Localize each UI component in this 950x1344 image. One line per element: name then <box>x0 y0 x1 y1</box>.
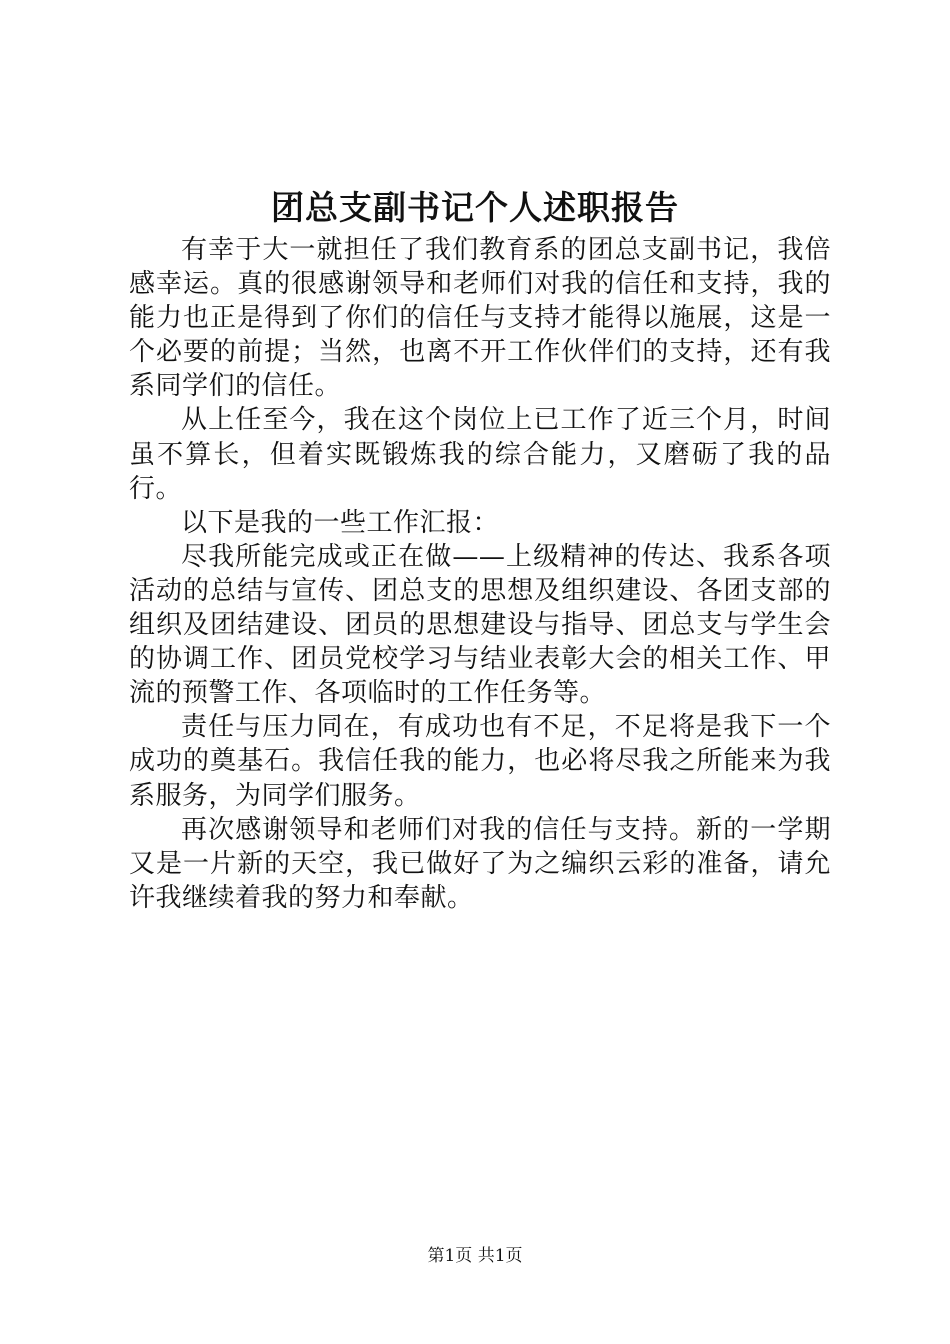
paragraph-1: 有幸于大一就担任了我们教育系的团总支副书记，我倍感幸运。真的很感谢领导和老师们对我的信任和支持，我的能力也正是得到了你们的信任与支持才能得以施展，这是一个必要的前提；当然，也离不开工作伙伴们的支持，还有我系同学们的信任。 <box>129 235 831 402</box>
paragraph-3: 以下是我的一些工作汇报： <box>181 507 500 538</box>
paragraph-5: 责任与压力同在，有成功也有不足，不足将是我下一个成功的奠基石。我信任我的能力，也必将尽我之所能来为我系服务，为同学们服务。 <box>129 712 831 811</box>
paragraph-4: 尽我所能完成或正在做——上级精神的传达、我系各项活动的总结与宣传、团总支的思想及组织建设、各团支部的组织及团结建设、团员的思想建设与指导、团总支与学生会的协调工作、团员党校学习与结业表彰大会的相关工作、甲流的预警工作、各项临时的工作任务等。 <box>129 541 831 709</box>
paragraph-6: 再次感谢领导和老师们对我的信任与支持。新的一学期又是一片新的天空，我已做好了为之编织云彩的准备，请允许我继续着我的努力和奉献。 <box>129 814 831 913</box>
page-number-footer: 第1页 共1页 <box>427 1246 523 1266</box>
document-title: 团总支副书记个人述职报告 <box>271 188 679 227</box>
paragraph-2: 从上任至今，我在这个岗位上已工作了近三个月，时间虽不算长，但着实既锻炼我的综合能力，又磨砺了我的品行。 <box>129 405 831 504</box>
document-body <box>129 233 831 915</box>
